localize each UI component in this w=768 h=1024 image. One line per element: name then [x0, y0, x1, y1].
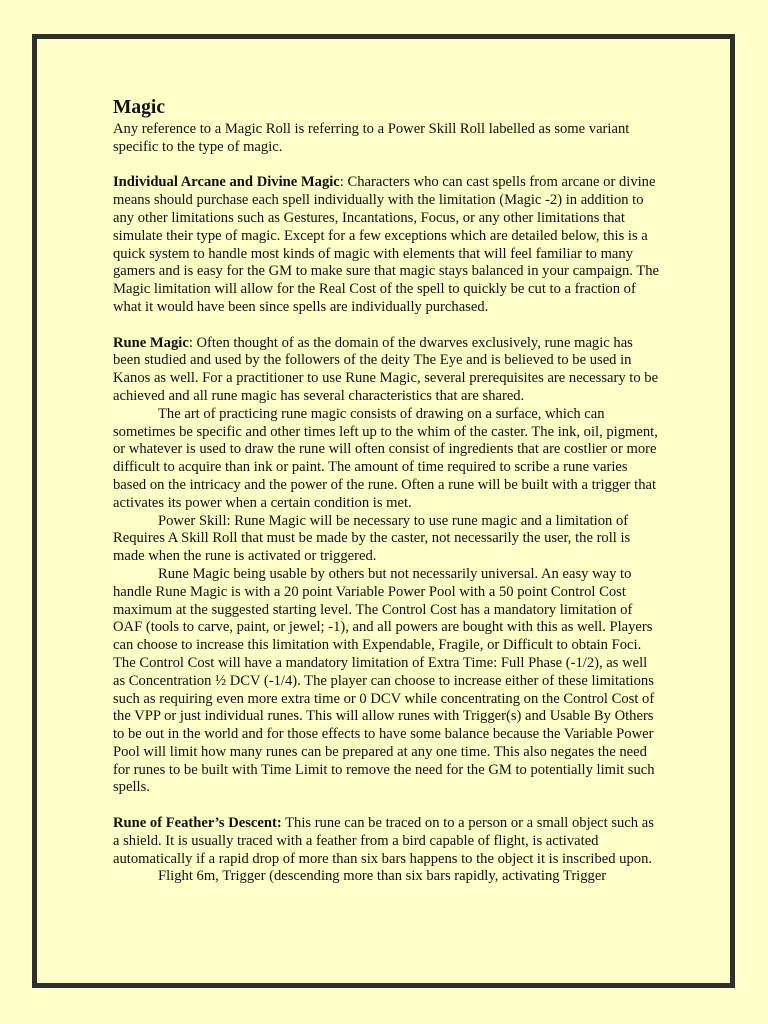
rune-magic-text: : Often thought of as the domain of the dwarves exclusively, rune magic has been studied and used by the followers of the deity The Eye and is believed to be used in Kanos as well. For a practitioner to use Rune Magic, several prerequisites are necessary to be achieved and all rune magic has several characteristics that are shared.	[113, 334, 659, 404]
rune-art-paragraph: The art of practicing rune magic consists of drawing on a surface, which can sometimes be specific and other times left up to the whim of the caster. The ink, oil, pigment, or whatever is used to draw the rune will often consist of ingredients that are costlier or more difficult to acquire than ink or paint. The amount of time required to scribe a rune varies based on the intricacy and the power of the rune. Often a rune will be built with a trigger that activates its power when a certain condition is met.	[113, 405, 658, 511]
document-page	[32, 34, 735, 988]
individual-magic-text: : Characters who can cast spells from arcane or divine means should purchase each spell individually with the limitation (Magic -2) in addition to any other limitations such as Gestures, Incantations, Focus, or any other limitations that simulate their type of magic. Except for a few exceptions which are detailed below, this is a quick system to handle most kinds of magic with elements that will feel familiar to many gamers and is easy for the GM to make sure that magic stays balanced in your campaign. The Magic limitation will allow for the Real Cost of the spell to quickly be cut to a fraction of what it would have been since spells are individually purchased.	[113, 174, 660, 315]
paragraph-gap	[113, 157, 661, 175]
feather-rune-text: This rune can be traced on to a person or a small object such as a shield. It is usually traced with a feather from a bird capable of flight, is activated automatically if a rapid drop of more than six bars happens to the object it is inscribed upon.	[113, 815, 654, 867]
individual-magic-heading: Individual Arcane and Divine Magic	[113, 174, 340, 191]
individual-magic-paragraph	[113, 174, 661, 316]
feather-rune-stats: Flight 6m, Trigger (descending more than six bars rapidly, activating Trigger	[158, 868, 607, 885]
page-title: Magic	[113, 97, 165, 118]
intro-paragraph: Any reference to a Magic Roll is referring to a Power Skill Roll labelled as some variant specific to the type of magic.	[113, 121, 630, 155]
document-content	[113, 95, 661, 886]
paragraph-gap	[113, 317, 661, 335]
feather-rune-heading: Rune of Feather’s Descent:	[113, 815, 282, 832]
rune-magic-heading: Rune Magic	[113, 334, 189, 351]
paragraph-gap	[113, 797, 661, 815]
rune-magic-paragraph	[113, 335, 661, 406]
feather-rune-paragraph	[113, 815, 661, 868]
rune-power-skill-paragraph: Power Skill: Rune Magic will be necessary to use rune magic and a limitation of Requires A Skill Roll that must be made by the caster, not necessarily the user, the roll is made when the rune is activated or triggered.	[113, 512, 631, 565]
rune-vpp-paragraph: Rune Magic being usable by others but not necessarily universal. An easy way to handle Rune Magic is with a 20 point Variable Power Pool with a 50 point Control Cost maximum at the suggested starting level. The Control Cost has a mandatory limitation of OAF (tools to carve, paint, or jewel; -1), and all powers are bought with this as well. Players can choose to increase this limitation with Expendable, Fragile, or Difficult to obtain Foci. The Control Cost will have a mandatory limitation of Extra Time: Full Phase (-1/2), as well as Concentration ½ DCV (-1/4). The player can choose to increase either of these limitations such as requiring even more extra time or 0 DCV while concentrating on the Control Cost of the VPP or just individual runes. This will allow runes with Trigger(s) and Usable By Others to be out in the world and for those effects to have some balance because the Variable Power Pool will limit how many runes can be prepared at any one time. This also negates the need for runes to be built with Time Limit to remove the need for the GM to potentially limit such spells.	[113, 565, 655, 796]
